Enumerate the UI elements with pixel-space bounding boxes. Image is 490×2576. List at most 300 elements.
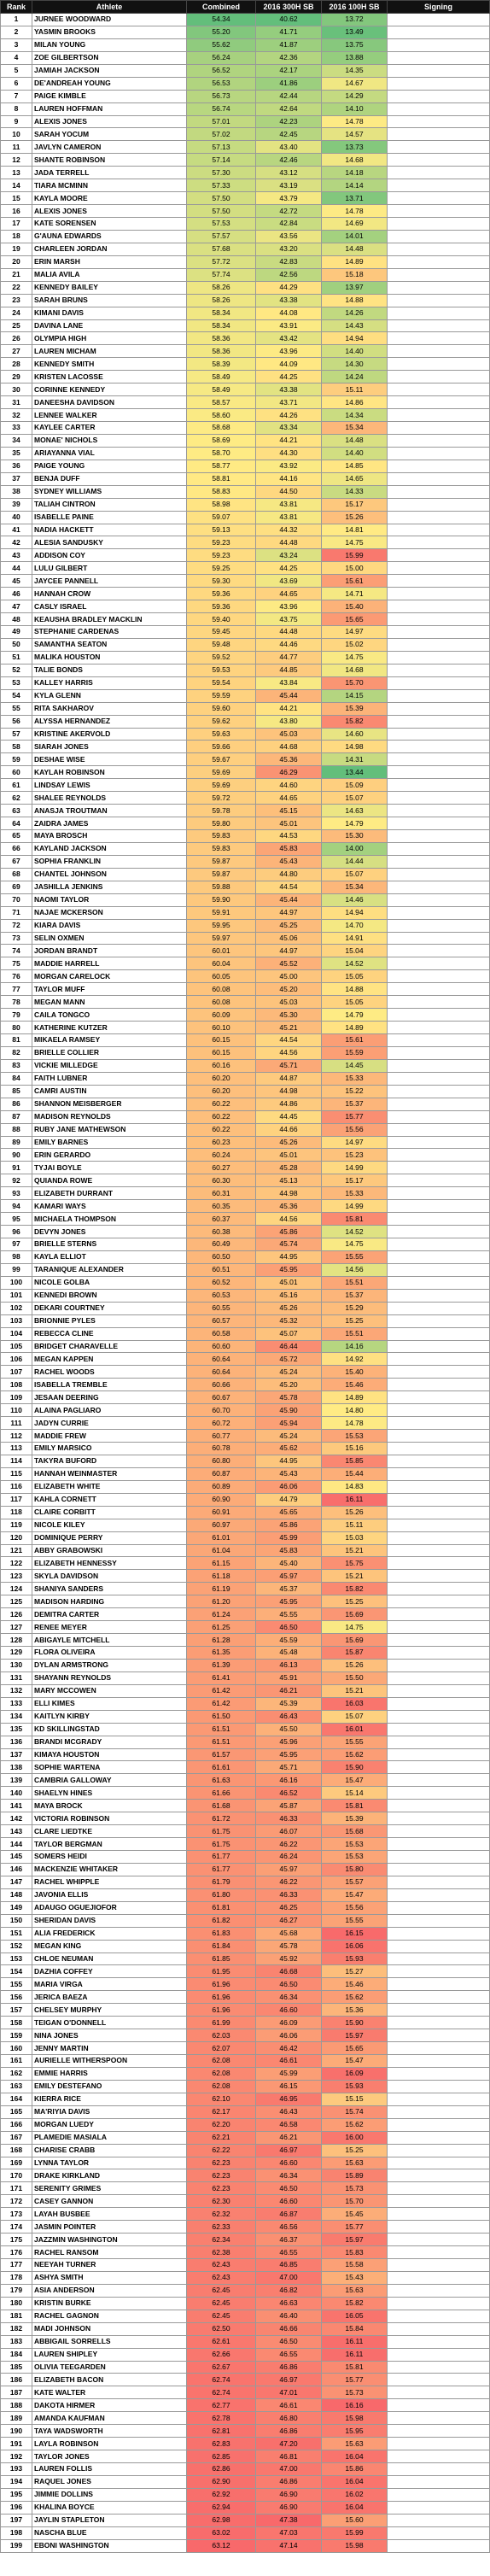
cell-athlete: ELIZABETH WHITE [32,1480,187,1493]
cell-combined: 59.59 [187,689,256,702]
cell-100h: 15.99 [322,2526,388,2539]
cell-signing [388,1110,490,1123]
cell-combined: 57.74 [187,268,256,281]
cell-combined: 57.50 [187,205,256,218]
cell-rank: 90 [1,1149,32,1162]
table-row [1,167,490,179]
cell-100h: 15.69 [322,1608,388,1621]
cell-100h: 15.26 [322,1506,388,1519]
cell-rank: 43 [1,549,32,562]
cell-rank: 119 [1,1519,32,1531]
cell-signing [388,562,490,575]
cell-athlete: JAMIAH JACKSON [32,64,187,77]
cell-rank: 103 [1,1314,32,1327]
cell-signing [388,957,490,970]
table-row [1,1519,490,1531]
cell-signing [388,1379,490,1391]
table-row [1,434,490,447]
cell-rank: 151 [1,1927,32,1940]
cell-100h: 15.86 [322,2463,388,2476]
cell-300h: 41.87 [256,38,322,51]
cell-300h: 45.92 [256,1952,322,1965]
cell-300h: 46.61 [256,2399,322,2412]
table-row [1,2271,490,2284]
cell-rank: 147 [1,1876,32,1888]
cell-100h: 15.62 [322,1991,388,2004]
cell-athlete: LENNEE WALKER [32,409,187,422]
cell-300h: 45.78 [256,1391,322,1404]
cell-rank: 152 [1,1940,32,1952]
cell-300h: 46.43 [256,2105,322,2118]
cell-combined: 61.82 [187,1914,256,1927]
cell-rank: 126 [1,1608,32,1621]
cell-combined: 60.53 [187,1289,256,1302]
cell-signing [388,1952,490,1965]
cell-300h: 43.96 [256,345,322,358]
cell-rank: 129 [1,1647,32,1660]
cell-signing [388,1455,490,1467]
cell-300h: 44.85 [256,664,322,676]
cell-combined: 60.51 [187,1263,256,1276]
cell-signing [388,893,490,906]
cell-athlete: KATE WALTER [32,2386,187,2399]
cell-athlete: KATHERINE KUTZER [32,1022,187,1034]
cell-combined: 61.50 [187,1710,256,1723]
cell-100h: 14.34 [322,409,388,422]
cell-athlete: QUIANDA ROWE [32,1174,187,1187]
table-row [1,128,490,141]
cell-signing [388,1901,490,1914]
cell-signing [388,1608,490,1621]
cell-athlete: TAYLOR BERGMAN [32,1838,187,1851]
cell-athlete: EMILY MARSICO [32,1443,187,1455]
cell-300h: 46.25 [256,1901,322,1914]
cell-rank: 132 [1,1684,32,1697]
cell-signing [388,983,490,996]
cell-signing [388,460,490,472]
cell-100h: 15.77 [322,2221,388,2234]
cell-combined: 62.17 [187,2105,256,2118]
cell-100h: 15.56 [322,1901,388,1914]
cell-athlete: SOPHIE WARTENA [32,1761,187,1774]
table-row [1,243,490,255]
cell-300h: 43.42 [256,332,322,345]
cell-300h: 44.48 [256,626,322,639]
cell-combined: 61.72 [187,1812,256,1825]
cell-signing [388,1493,490,1506]
table-row [1,2322,490,2335]
cell-signing [388,741,490,753]
col-header-signing[interactable]: Signing [388,1,490,14]
col-header-100h[interactable]: 2016 100H SB [322,1,388,14]
cell-combined: 61.18 [187,1570,256,1583]
cell-athlete: KAHLA CORNETT [32,1493,187,1506]
table-row [1,1761,490,1774]
table-row [1,1978,490,1991]
cell-300h: 45.01 [256,1276,322,1289]
cell-combined: 59.69 [187,779,256,792]
cell-signing [388,2017,490,2029]
cell-combined: 62.10 [187,2093,256,2105]
cell-300h: 46.63 [256,2297,322,2310]
cell-combined: 59.53 [187,664,256,676]
table-row [1,2399,490,2412]
cell-300h: 43.38 [256,383,322,396]
cell-combined: 60.10 [187,1022,256,1034]
cell-300h: 46.97 [256,2374,322,2386]
cell-300h: 46.55 [256,2246,322,2259]
cell-100h: 15.21 [322,1544,388,1557]
cell-300h: 45.97 [256,1863,322,1876]
cell-athlete: PAIGE YOUNG [32,460,187,472]
cell-signing [388,2501,490,2514]
table-row [1,1570,490,1583]
cell-athlete: KRISTEN LACOSSE [32,371,187,383]
cell-combined: 60.27 [187,1162,256,1174]
cell-combined: 62.98 [187,2514,256,2526]
table-row [1,1072,490,1085]
table-row [1,26,490,38]
cell-100h: 15.51 [322,1327,388,1340]
cell-rank: 5 [1,64,32,77]
cell-rank: 166 [1,2118,32,2131]
cell-combined: 56.73 [187,90,256,102]
cell-100h: 15.39 [322,702,388,715]
table-row [1,2259,490,2272]
cell-rank: 120 [1,1531,32,1544]
cell-300h: 45.32 [256,1314,322,1327]
cell-100h: 14.24 [322,371,388,383]
cell-signing [388,881,490,893]
col-header-rank[interactable]: Rank [1,1,32,14]
cell-signing [388,422,490,435]
cell-athlete: AURIELLE WITHERSPOON [32,2055,187,2068]
cell-300h: 43.24 [256,549,322,562]
cell-signing [388,2348,490,2361]
table-row [1,1684,490,1697]
cell-300h: 44.98 [256,1187,322,1200]
table-row [1,817,490,830]
cell-athlete: PAIGE KIMBLE [32,90,187,102]
cell-athlete: REBECCA CLINE [32,1327,187,1340]
cell-300h: 43.12 [256,167,322,179]
table-row [1,728,490,741]
table-row [1,2055,490,2068]
table-row [1,38,490,51]
cell-combined: 60.22 [187,1098,256,1110]
cell-300h: 45.01 [256,817,322,830]
cell-rank: 141 [1,1800,32,1812]
cell-300h: 45.15 [256,805,322,817]
cell-rank: 113 [1,1443,32,1455]
cell-combined: 58.70 [187,447,256,460]
table-row [1,345,490,358]
table-row [1,2221,490,2234]
cell-athlete: MALIKA HOUSTON [32,651,187,664]
cell-combined: 62.21 [187,2131,256,2144]
cell-300h: 44.25 [256,371,322,383]
cell-combined: 62.20 [187,2118,256,2131]
cell-signing [388,2475,490,2488]
cell-100h: 16.00 [322,2131,388,2144]
cell-signing [388,1467,490,1480]
col-header-300h[interactable]: 2016 300H SB [256,1,322,14]
cell-300h: 46.81 [256,2450,322,2463]
cell-signing [388,945,490,957]
cell-combined: 59.62 [187,715,256,728]
cell-signing [388,549,490,562]
cell-100h: 14.91 [322,932,388,945]
cell-signing [388,1009,490,1022]
cell-athlete: JADA TERRELL [32,167,187,179]
col-header-combined[interactable]: Combined [187,1,256,14]
cell-300h: 46.24 [256,1851,322,1864]
cell-combined: 59.97 [187,932,256,945]
cell-athlete: MONAE' NICHOLS [32,434,187,447]
table-row [1,1901,490,1914]
cell-100h: 15.65 [322,613,388,626]
cell-athlete: MAYA BROSCH [32,830,187,843]
cell-rank: 54 [1,689,32,702]
cell-signing [388,498,490,511]
cell-rank: 35 [1,447,32,460]
table-row [1,766,490,779]
cell-100h: 15.46 [322,1978,388,1991]
cell-signing [388,141,490,154]
cell-signing [388,128,490,141]
cell-athlete: MEGAN KING [32,1940,187,1952]
cell-rank: 79 [1,1009,32,1022]
cell-athlete: RACHEL WOODS [32,1366,187,1379]
cell-rank: 98 [1,1250,32,1263]
cell-combined: 62.83 [187,2438,256,2450]
cell-athlete: MEGAN KAPPEN [32,1353,187,1366]
cell-athlete: KYLA GLENN [32,689,187,702]
cell-100h: 14.52 [322,1226,388,1238]
cell-rank: 148 [1,1888,32,1901]
cell-100h: 14.79 [322,1009,388,1022]
col-header-athlete[interactable]: Athlete [32,1,187,14]
cell-athlete: FLORA OLIVEIRA [32,1647,187,1660]
cell-rank: 1 [1,14,32,26]
cell-100h: 15.98 [322,2539,388,2552]
table-row [1,1544,490,1557]
cell-athlete: STEPHANIE CARDENAS [32,626,187,639]
table-row [1,1353,490,1366]
cell-signing [388,2271,490,2284]
cell-300h: 42.23 [256,115,322,128]
cell-300h: 47.00 [256,2271,322,2284]
cell-rank: 91 [1,1162,32,1174]
cell-rank: 163 [1,2080,32,2093]
table-row [1,230,490,243]
cell-combined: 62.45 [187,2310,256,2322]
cell-rank: 13 [1,167,32,179]
cell-100h: 16.04 [322,2501,388,2514]
cell-300h: 45.48 [256,1647,322,1660]
cell-100h: 15.47 [322,2055,388,2068]
cell-rank: 96 [1,1226,32,1238]
cell-rank: 27 [1,345,32,358]
cell-signing [388,2118,490,2131]
table-row [1,90,490,102]
cell-athlete: ELIZABETH BACON [32,2374,187,2386]
cell-100h: 15.77 [322,1110,388,1123]
cell-combined: 60.38 [187,1226,256,1238]
cell-100h: 15.93 [322,2080,388,2093]
cell-combined: 62.07 [187,2042,256,2055]
cell-100h: 15.61 [322,575,388,588]
table-row [1,77,490,90]
cell-signing [388,1736,490,1748]
cell-100h: 14.78 [322,1417,388,1430]
cell-100h: 13.97 [322,281,388,294]
table-row [1,524,490,536]
cell-rank: 140 [1,1787,32,1800]
cell-100h: 14.44 [322,855,388,868]
cell-combined: 57.01 [187,115,256,128]
cell-rank: 174 [1,2221,32,2234]
cell-rank: 137 [1,1748,32,1761]
cell-signing [388,90,490,102]
cell-athlete: ADAUGO OGUEJIOFOR [32,1901,187,1914]
cell-signing [388,1965,490,1978]
cell-signing [388,2374,490,2386]
cell-rank: 4 [1,51,32,64]
cell-athlete: SYDNEY WILLIAMS [32,485,187,498]
cell-athlete: JORDAN BRANDT [32,945,187,957]
cell-rank: 48 [1,613,32,626]
cell-athlete: JENNY MARTIN [32,2042,187,2055]
cell-signing [388,2234,490,2246]
cell-combined: 56.52 [187,64,256,77]
cell-300h: 44.98 [256,1085,322,1098]
cell-signing [388,2144,490,2157]
table-row [1,371,490,383]
cell-rank: 124 [1,1583,32,1595]
cell-300h: 44.66 [256,1123,322,1136]
cell-rank: 105 [1,1340,32,1353]
cell-signing [388,1059,490,1072]
cell-300h: 43.71 [256,396,322,409]
cell-combined: 59.78 [187,805,256,817]
cell-100h: 14.97 [322,1136,388,1149]
cell-signing [388,192,490,205]
cell-rank: 104 [1,1327,32,1340]
cell-100h: 15.05 [322,996,388,1009]
table-row [1,855,490,868]
cell-300h: 42.45 [256,128,322,141]
cell-100h: 15.40 [322,600,388,613]
table-row [1,2475,490,2488]
cell-rank: 122 [1,1557,32,1570]
cell-combined: 55.62 [187,38,256,51]
cell-100h: 13.44 [322,766,388,779]
cell-300h: 46.60 [256,2157,322,2169]
cell-100h: 14.67 [322,77,388,90]
table-row [1,805,490,817]
cell-signing [388,2055,490,2068]
cell-signing [388,1302,490,1314]
cell-100h: 14.10 [322,102,388,115]
cell-100h: 14.60 [322,728,388,741]
cell-signing [388,154,490,167]
cell-combined: 60.05 [187,970,256,983]
cell-300h: 44.56 [256,1213,322,1226]
cell-rank: 14 [1,179,32,192]
cell-athlete: ELIZABETH DURRANT [32,1187,187,1200]
cell-combined: 61.99 [187,2017,256,2029]
cell-athlete: SHANIYA SANDERS [32,1583,187,1595]
cell-signing [388,1710,490,1723]
cell-combined: 61.42 [187,1684,256,1697]
cell-rank: 156 [1,1991,32,2004]
cell-athlete: TALIAH CINTRON [32,498,187,511]
cell-300h: 45.96 [256,1736,322,1748]
cell-300h: 45.71 [256,1059,322,1072]
cell-100h: 15.80 [322,1863,388,1876]
cell-rank: 100 [1,1276,32,1289]
cell-athlete: RACHEL WHIPPLE [32,1876,187,1888]
cell-combined: 61.68 [187,1800,256,1812]
cell-300h: 45.07 [256,1327,322,1340]
cell-100h: 15.81 [322,1800,388,1812]
cell-athlete: MADISON REYNOLDS [32,1110,187,1123]
cell-rank: 196 [1,2501,32,2514]
cell-300h: 46.33 [256,1888,322,1901]
cell-300h: 44.95 [256,1250,322,1263]
cell-signing [388,689,490,702]
table-row [1,1787,490,1800]
cell-100h: 14.00 [322,842,388,855]
table-row [1,179,490,192]
cell-signing [388,51,490,64]
cell-athlete: NICOLE GOLBA [32,1276,187,1289]
cell-300h: 46.58 [256,2118,322,2131]
cell-100h: 15.17 [322,1174,388,1187]
cell-signing [388,447,490,460]
cell-rank: 42 [1,536,32,549]
cell-100h: 15.03 [322,1531,388,1544]
cell-100h: 15.81 [322,1213,388,1226]
cell-100h: 14.75 [322,536,388,549]
cell-300h: 45.20 [256,983,322,996]
cell-signing [388,2322,490,2335]
cell-combined: 60.23 [187,1136,256,1149]
cell-100h: 14.78 [322,205,388,218]
cell-combined: 60.24 [187,1149,256,1162]
cell-rank: 28 [1,358,32,371]
cell-combined: 62.90 [187,2475,256,2488]
cell-100h: 15.45 [322,2208,388,2221]
cell-signing [388,676,490,689]
cell-athlete: TEIGAN O'DONNELL [32,2017,187,2029]
cell-combined: 57.33 [187,179,256,192]
cell-athlete: DANEESHA DAVIDSON [32,396,187,409]
table-row [1,2042,490,2055]
table-row [1,511,490,524]
cell-rank: 77 [1,983,32,996]
table-row [1,2310,490,2322]
table-row [1,1059,490,1072]
table-row [1,1289,490,1302]
cell-100h: 15.70 [322,676,388,689]
table-row [1,1034,490,1047]
cell-signing [388,319,490,332]
cell-athlete: KENNEDY BAILEY [32,281,187,294]
cell-rank: 131 [1,1671,32,1684]
cell-rank: 44 [1,562,32,575]
